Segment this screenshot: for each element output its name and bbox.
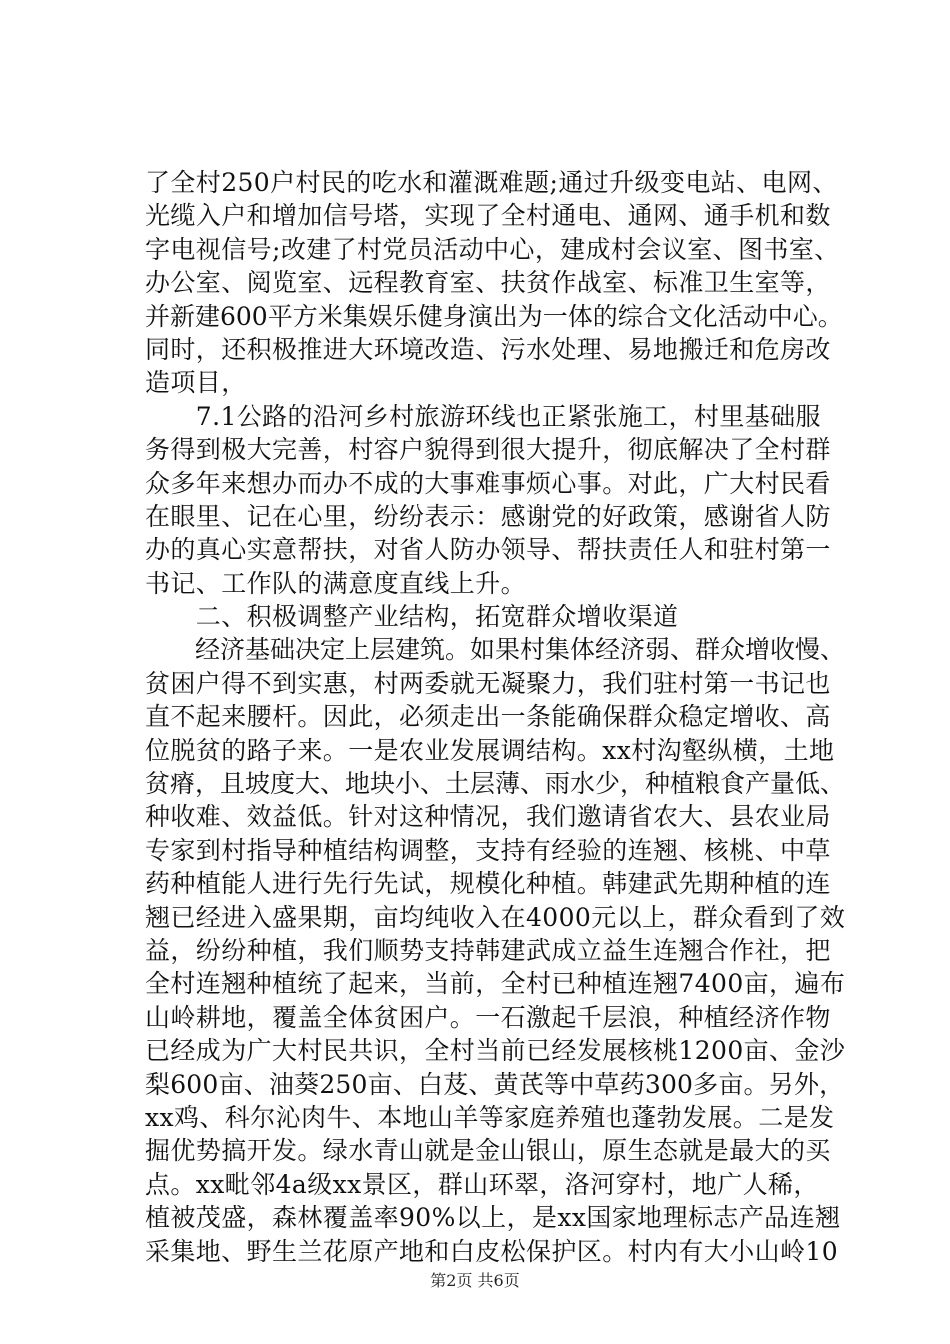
text-line: 点。xx毗邻4a级xx景区，群山环翠，洛河穿村，地广人稀， bbox=[145, 1169, 819, 1199]
text-line: 全村连翘种植统了起来，当前，全村已种植连翘7400亩，遍布 bbox=[145, 969, 846, 999]
text-line: 7.1公路的沿河乡村旅游环线也正紧张施工，村里基础服 bbox=[145, 401, 821, 431]
text-line: 贫瘠，且坡度大、地块小、土层薄、雨水少，种植粮食产量低、 bbox=[145, 769, 846, 799]
text-line: 经济基础决定上层建筑。如果村集体经济弱、群众增收慢、 bbox=[145, 635, 846, 665]
text-line: 贫困户得不到实惠，村两委就无凝聚力，我们驻村第一书记也 bbox=[145, 668, 831, 698]
text-line: 山岭耕地，覆盖全体贫困户。一石激起千层浪，种植经济作物 bbox=[145, 1002, 831, 1032]
text-line: 位脱贫的路子来。一是农业发展调结构。xx村沟壑纵横，土地 bbox=[145, 735, 835, 765]
text-line: 益，纷纷种植，我们顺势支持韩建武成立益生连翘合作社，把 bbox=[145, 935, 831, 965]
text-line: 掘优势搞开发。绿水青山就是金山银山，原生态就是最大的买 bbox=[145, 1136, 831, 1166]
text-line: 了全村250户村民的吃水和灌溉难题;通过升级变电站、电网、 bbox=[145, 168, 838, 197]
body-text bbox=[145, 166, 846, 1268]
text-line: 务得到极大完善，村容户貌得到很大提升，彻底解决了全村群 bbox=[145, 435, 831, 465]
page-footer: 第2页 共6页 bbox=[430, 1271, 520, 1290]
text-line: 植被茂盛，森林覆盖率90%以上，是xx国家地理标志产品连翘 bbox=[145, 1203, 841, 1233]
text-line: 梨600亩、油葵250亩、白芨、黄芪等中草药300多亩。另外， bbox=[145, 1069, 845, 1099]
text-line: 字电视信号;改建了村党员活动中心，建成村会议室、图书室、 bbox=[145, 234, 840, 264]
text-line: 采集地、野生兰花原产地和白皮松保护区。村内有大小山岭10 bbox=[145, 1236, 839, 1266]
text-line: 光缆入户和增加信号塔，实现了全村通电、通网、通手机和数 bbox=[145, 201, 831, 231]
text-line: 直不起来腰杆。因此，必须走出一条能确保群众稳定增收、高 bbox=[145, 702, 831, 732]
text-line: 在眼里、记在心里，纷纷表示：感谢党的好政策，感谢省人防 bbox=[145, 501, 831, 531]
text-line: xx鸡、科尔沁肉牛、本地山羊等家庭养殖也蓬勃发展。二是发 bbox=[145, 1102, 835, 1132]
text-line: 种收难、效益低。针对这种情况，我们邀请省农大、县农业局 bbox=[145, 802, 831, 832]
text-line: 药种植能人进行先行先试，规模化种植。韩建武先期种植的连 bbox=[145, 869, 831, 899]
text-line: 办公室、阅览室、远程教育室、扶贫作战室、标准卫生室等， bbox=[145, 268, 831, 298]
text-line: 翘已经进入盛果期，亩均纯收入在4000元以上，群众看到了效 bbox=[145, 902, 846, 932]
text-line: 专家到村指导种植结构调整，支持有经验的连翘、核桃、中草 bbox=[145, 835, 831, 865]
text-line: 并新建600平方米集娱乐健身演出为一体的综合文化活动中心。 bbox=[145, 301, 843, 331]
text-line: 同时，还积极推进大环境改造、污水处理、易地搬迁和危房改 bbox=[145, 334, 831, 364]
text-line: 办的真心实意帮扶，对省人防办领导、帮扶责任人和驻村第一 bbox=[145, 535, 831, 565]
text-line: 已经成为广大村民共识，全村当前已经发展核桃1200亩、金沙 bbox=[145, 1036, 846, 1066]
section-heading: 二、积极调整产业结构，拓宽群众增收渠道 bbox=[145, 602, 679, 632]
text-line: 书记、工作队的满意度直线上升。 bbox=[145, 568, 527, 598]
text-line: 众多年来想办而办不成的大事难事烦心事。对此，广大村民看 bbox=[145, 468, 831, 498]
text-line: 造项目， bbox=[145, 368, 247, 398]
